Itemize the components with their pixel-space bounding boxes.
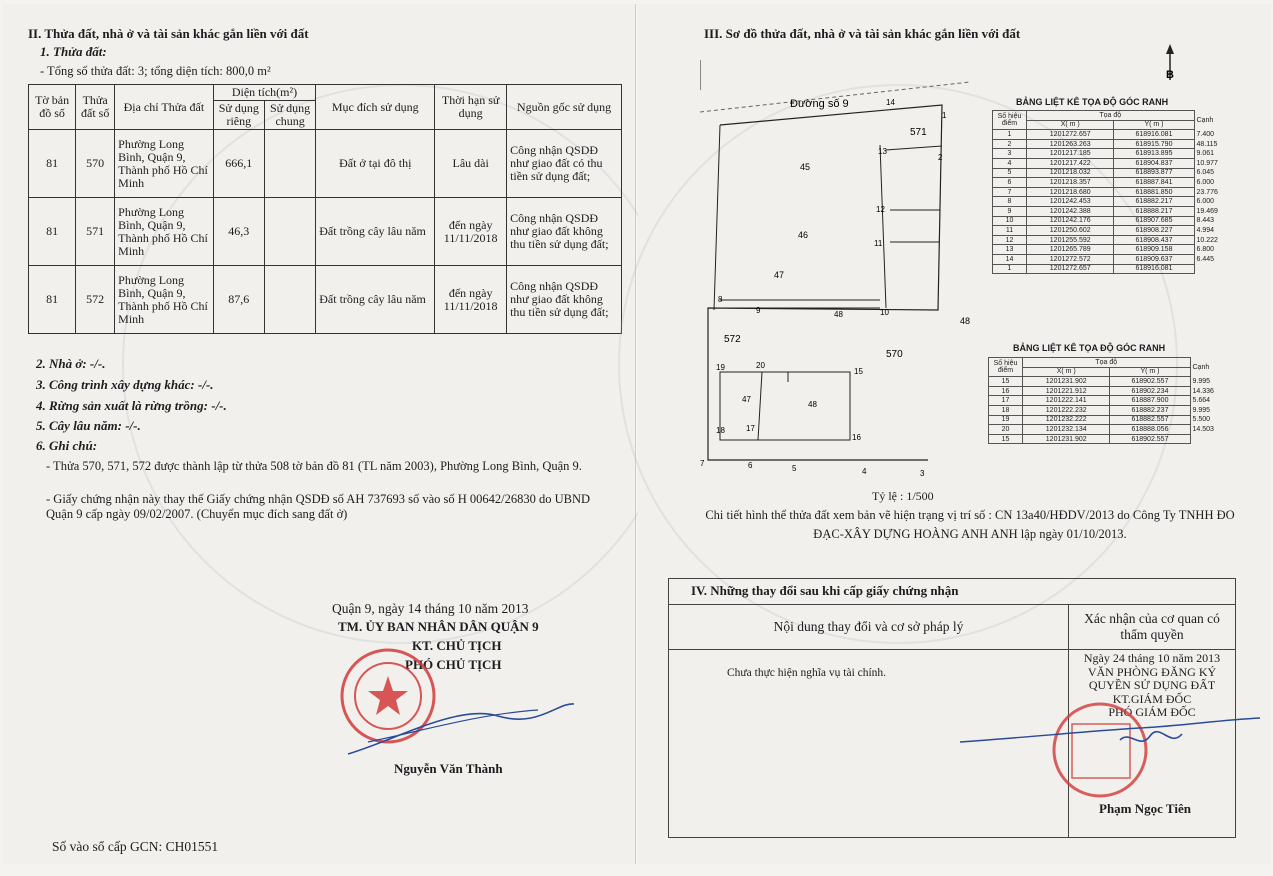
coord-row [989,434,1229,444]
point-label: 5 [792,464,797,473]
change-note: Chưa thực hiện nghĩa vụ tài chính. [727,667,887,679]
coord-header-side: Cạnh [1192,363,1210,371]
coord-x: 1201217.185 [1027,149,1114,159]
coord-side-length: 10.222 [1196,236,1218,244]
parcel-table [28,84,622,334]
coord-x: 1201218.357 [1027,178,1114,188]
coord-y: 618908.227 [1114,226,1194,236]
point-label: 20 [756,361,765,370]
header-parcel: Thửa đất số [76,85,115,130]
parcel-label-48: 48 [960,316,971,326]
cell-purpose: Đất trồng cây lâu năm [316,266,435,334]
vice-chairman-title: PHÓ CHỦ TỊCH [405,657,502,672]
coord-point: 10 [993,216,1027,226]
parcel-label-570: 570 [886,349,903,360]
coord-row [993,245,1233,255]
coord-side-length: 7.400 [1196,130,1215,138]
cell-parcel: 570 [76,130,115,198]
point-label: 14 [886,98,895,107]
coord-point: 20 [989,425,1023,435]
coord-header-point: Số hiệu điểm [989,358,1023,377]
cell-purpose: Đất trồng cây lâu năm [316,198,435,266]
coord-side-length [1190,434,1228,444]
point-label: 9 [756,306,761,315]
cell-map: 81 [29,198,76,266]
coord-row [993,149,1233,159]
coord-x: 1201255.592 [1027,235,1114,245]
issuing-authority: TM. ỦY BAN NHÂN DÂN QUẬN 9 [338,619,539,634]
coord-y: 618916.081 [1114,130,1194,140]
point-label: 19 [716,363,725,372]
coord-point: 2 [993,139,1027,149]
cell-private-area: 87,6 [213,266,264,334]
coord-x: 1201242.176 [1027,216,1114,226]
acting-director: KT.GIÁM ĐỐC [1112,691,1192,706]
coord-y: 618893.877 [1114,168,1194,178]
header-term: Thời hạn sử dụng [435,85,507,130]
coord-x: 1201242.388 [1027,206,1114,216]
parcel-label-47: 47 [774,270,785,280]
coord-row [993,187,1233,197]
cell-common-area [264,266,315,334]
coord-side-length: 9.995 [1192,377,1211,385]
coord-side-length: 6.000 [1196,198,1215,206]
coord-side-length: 6.045 [1196,169,1215,177]
item-notes: 6. Ghi chú: [36,438,98,453]
table-row [29,198,622,266]
coord-row [993,197,1233,207]
coord-side-length: 9.995 [1192,406,1211,414]
coord-y: 618882.557 [1110,415,1190,425]
coord-row [989,415,1229,425]
coord-table-1-title: BẢNG LIỆT KÊ TỌA ĐỘ GÓC RANH [1016,97,1169,107]
house-label-47: 47 [742,395,751,404]
point-label: 15 [854,367,863,376]
coord-x: 1201242.453 [1027,197,1114,207]
parcel-sketch [700,50,990,480]
coord-side-length [1194,264,1232,274]
point-label: 11 [874,239,883,248]
point-label: 12 [876,205,885,214]
cell-origin: Công nhận QSDĐ như giao đất không thu tiền sử dụng đất; [507,198,622,266]
coord-point: 15 [989,377,1023,387]
coord-header-coord: Tọa độ [1027,111,1195,121]
section-4-title: IV. Những thay đổi sau khi cấp giấy chứng nhận [669,579,1235,605]
certificate-register-number: Số vào sổ cấp GCN: CH01551 [52,839,219,854]
point-label: 8 [718,295,723,304]
office-name-2: QUYỀN SỬ DỤNG ĐẤT [1088,678,1216,692]
cell-term: đến ngày 11/11/2018 [435,198,507,266]
coord-row [993,206,1233,216]
signer-name-left: Nguyễn Văn Thành [394,761,503,776]
header-address: Địa chỉ Thửa đất [115,85,213,130]
coord-y: 618916.081 [1114,264,1194,274]
coord-y: 618887.900 [1110,396,1190,406]
cell-term: Lâu dài [435,130,507,198]
coord-header-coord: Tọa độ [1023,358,1191,368]
point-label: 18 [716,426,725,435]
coord-point: 11 [993,226,1027,236]
point-label: 16 [852,433,861,442]
coord-point: 1 [993,264,1027,274]
parcel-label-46: 46 [798,230,809,240]
coord-y: 618881.850 [1114,187,1194,197]
coord-x: 1201231.902 [1023,434,1110,444]
coord-row [993,168,1233,178]
official-stamp-left [338,644,578,774]
coord-row [989,377,1229,387]
coord-y: 618902.557 [1110,434,1190,444]
left-page [2,4,636,864]
coord-side-length: 9.061 [1196,150,1215,158]
coord-y: 618888.056 [1110,425,1190,435]
point-label: 4 [862,467,867,476]
coord-row [989,396,1229,406]
confirmation-date: Ngày 24 tháng 10 năm 2013 [1083,651,1221,665]
cell-address: Phường Long Bình, Quận 9, Thành phố Hồ Chí Minh [115,130,213,198]
coord-point: 9 [993,206,1027,216]
cell-address: Phường Long Bình, Quận 9, Thành phố Hồ Chí Minh [115,266,213,334]
coord-x: 1201272.657 [1027,264,1114,274]
coord-side-length: 10.977 [1196,159,1218,167]
coord-header-y: Y( m ) [1110,367,1190,377]
north-arrow-icon [1160,44,1180,84]
coord-table-2-title: BẢNG LIỆT KÊ TỌA ĐỘ GÓC RANH [1013,343,1166,353]
coord-x: 1201222.232 [1023,405,1110,415]
header-common-use: Sử dụng chung [264,101,315,130]
item-house: 2. Nhà ở: -/-. [36,356,106,371]
coord-header-x: X( m ) [1023,367,1110,377]
coord-x: 1201222.141 [1023,396,1110,406]
office-name-1: VĂN PHÒNG ĐĂNG KÝ [1087,664,1217,679]
point-label: 6 [748,461,753,470]
header-confirmation: Xác nhận của cơ quan có thẩm quyền [1069,605,1235,650]
coord-header-x: X( m ) [1027,120,1114,130]
scale-label: Tỷ lệ : 1/500 [872,489,934,503]
coord-y: 618908.437 [1114,235,1194,245]
cell-private-area: 46,3 [213,198,264,266]
item-perennial-trees: 5. Cây lâu năm: -/-. [36,418,141,433]
point-label: 10 [880,308,889,317]
coord-side-length: 8.443 [1196,217,1215,225]
parcel-label-571: 571 [910,127,927,138]
coord-point: 16 [989,386,1023,396]
land-summary: - Tổng số thửa đất: 3; tổng diện tích: 800,0 m² [40,64,271,78]
coord-point: 1 [993,130,1027,140]
note-origin: - Thửa 570, 571, 572 được thành lập từ thửa 508 tờ bản đồ 81 (TL năm 2003), Phường Long Bình, Quận 9. [46,459,582,473]
coord-point: 5 [993,168,1027,178]
coord-y: 618882.237 [1110,405,1190,415]
cell-parcel: 571 [76,198,115,266]
coord-side-length: 5.500 [1192,416,1211,424]
issue-date: Quận 9, ngày 14 tháng 10 năm 2013 [332,601,529,616]
vice-director: PHÓ GIÁM ĐỐC [1108,705,1196,719]
coord-side-length: 23.776 [1196,188,1218,196]
coord-side-length: 48.115 [1196,140,1218,148]
header-private-use: Sử dụng riêng [213,101,264,130]
coord-point: 7 [993,187,1027,197]
coord-row [993,264,1233,274]
coord-header-y: Y( m ) [1114,120,1194,130]
coord-y: 618907.685 [1114,216,1194,226]
coord-point: 6 [993,178,1027,188]
coord-row [993,158,1233,168]
coord-point: 17 [989,396,1023,406]
section-3-title: III. Sơ đồ thửa đất, nhà ở và tài sản khác gắn liền với đất [704,26,1021,41]
coord-row [993,130,1233,140]
header-origin: Nguồn gốc sử dụng [507,85,622,130]
coord-side-length: 5.664 [1192,397,1211,405]
coord-side-length: 6.445 [1196,255,1215,263]
signer-name-right: Phạm Ngọc Tiên [1099,801,1191,816]
parcel-label-572: 572 [724,334,741,345]
coord-x: 1201272.572 [1027,254,1114,264]
point-label: 48 [834,310,843,319]
coord-row [993,235,1233,245]
point-label: 7 [700,459,705,468]
coord-point: 4 [993,158,1027,168]
section-2-title: II. Thửa đất, nhà ở và tài sản khác gắn liền với đất [28,26,309,41]
cell-parcel: 572 [76,266,115,334]
chairman-title: KT. CHỦ TỊCH [412,638,502,653]
north-label: B [1166,69,1174,81]
coord-row [989,405,1229,415]
coord-x: 1201232.222 [1023,415,1110,425]
cell-common-area [264,130,315,198]
coord-point: 15 [989,434,1023,444]
point-label: 2 [938,153,943,162]
coord-x: 1201263.263 [1027,139,1114,149]
point-label: 3 [920,469,925,478]
coord-point: 19 [989,415,1023,425]
coord-x: 1201265.789 [1027,245,1114,255]
coord-side-length: 6.800 [1196,246,1215,254]
coord-table-2 [988,357,1228,444]
coord-row [993,178,1233,188]
point-label: 17 [746,424,755,433]
coord-header-side: Cạnh [1196,116,1214,124]
coord-point: 3 [993,149,1027,159]
item-production-forest: 4. Rừng sản xuất là rừng trồng: -/-. [36,398,227,413]
coord-x: 1201221.912 [1023,386,1110,396]
coord-header-point: Số hiệu điểm [993,111,1027,130]
cell-address: Phường Long Bình, Quận 9, Thành phố Hồ Chí Minh [115,198,213,266]
coord-y: 618882.217 [1114,197,1194,207]
coord-y: 618902.234 [1110,386,1190,396]
cell-common-area [264,198,315,266]
cell-origin: Công nhận QSDĐ như giao đất không thu tiền sử dụng đất; [507,266,622,334]
cell-origin: Công nhận QSDĐ như giao đất có thu tiền sử dụng đất; [507,130,622,198]
note-replacement: - Giấy chứng nhận này thay thế Giấy chứng nhận QSDĐ số AH 737693 số vào số H 00642/26830 do UBND Quận 9 cấp ngày 09/02/2007. (Chuyển mục đích sang đất ở) [46,492,591,521]
cell-private-area: 666,1 [213,130,264,198]
coord-x: 1201218.032 [1027,168,1114,178]
coord-x: 1201218.680 [1027,187,1114,197]
coord-point: 13 [993,245,1027,255]
header-purpose: Mục đích sử dụng [316,85,435,130]
coord-side-length: 14.336 [1192,387,1214,395]
cell-map: 81 [29,266,76,334]
coord-y: 618913.895 [1114,149,1194,159]
coord-x: 1201217.422 [1027,158,1114,168]
cell-purpose: Đất ở tại đô thị [316,130,435,198]
official-stamp-right [960,700,1260,810]
coord-row [989,425,1229,435]
coord-point: 8 [993,197,1027,207]
cell-term: đến ngày 11/11/2018 [435,266,507,334]
coord-row [993,139,1233,149]
coord-x: 1201231.902 [1023,377,1110,387]
table-row [29,130,622,198]
road-label: Đường số 9 [790,98,849,110]
coord-y: 618888.217 [1114,206,1194,216]
point-label: 13 [878,147,887,156]
coord-side-length: 14.503 [1192,425,1214,433]
survey-detail-note: Chi tiết hình thể thửa đất xem bản vẽ hiện trạng vị trí số : CN 13a40/HĐDV/2013 do Công Ty TNHH ĐO ĐẠC-XÂY DỰNG HOÀNG ANH ANH lập ngày 01/10/2013. [705,508,1235,541]
coord-row [993,226,1233,236]
item-other-construction: 3. Công trình xây dựng khác: -/-. [36,377,214,392]
cell-map: 81 [29,130,76,198]
coord-y: 618904.837 [1114,158,1194,168]
coord-y: 618909.158 [1114,245,1194,255]
coord-row [993,216,1233,226]
subsection-1-title: 1. Thửa đất: [40,44,107,59]
coord-point: 14 [993,254,1027,264]
coord-point: 12 [993,235,1027,245]
house-label-48: 48 [808,400,817,409]
coord-x: 1201250.602 [1027,226,1114,236]
coord-y: 618909.637 [1114,254,1194,264]
point-label: 1 [942,111,947,120]
coord-row [989,386,1229,396]
table-row [29,266,622,334]
coord-x: 1201272.657 [1027,130,1114,140]
coord-side-length: 4.994 [1196,226,1215,234]
coord-row [993,254,1233,264]
coord-table-1 [992,110,1232,274]
header-area: Diện tích(m²) [213,85,316,101]
coord-x: 1201232.134 [1023,425,1110,435]
coord-side-length: 19.469 [1196,207,1218,215]
coord-side-length: 6.000 [1196,178,1215,186]
coord-y: 618902.557 [1110,377,1190,387]
parcel-label-45: 45 [800,162,811,172]
header-change-content: Nội dung thay đổi và cơ sở pháp lý [669,605,1068,650]
header-map-sheet: Tờ bản đồ số [29,85,76,130]
coord-y: 618915.790 [1114,139,1194,149]
coord-point: 18 [989,405,1023,415]
coord-y: 618887.841 [1114,178,1194,188]
